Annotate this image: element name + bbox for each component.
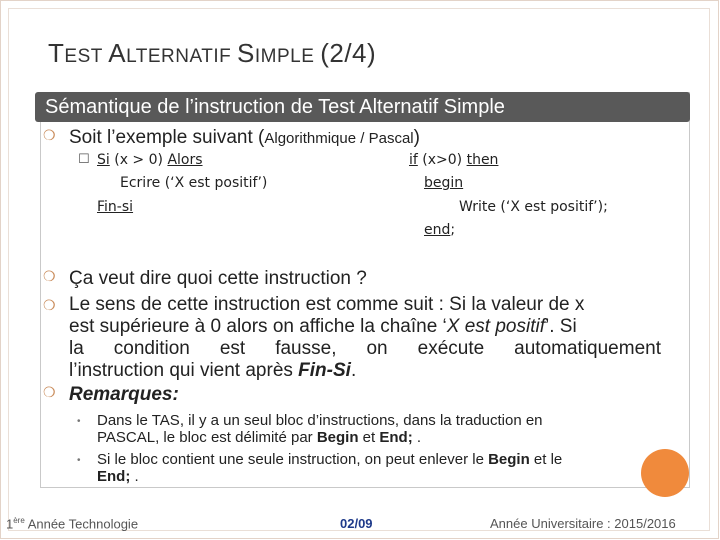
algo-line-1: Si (x > 0) Alors bbox=[97, 152, 203, 168]
pascal-line-2: begin bbox=[424, 175, 464, 191]
bullet-mark-icon: ❍ bbox=[43, 127, 56, 143]
section-heading: Sémantique de l’instruction de Test Alternatif Simple bbox=[35, 92, 690, 122]
bullet-question: ❍ Ça veut dire quoi cette instruction ? bbox=[43, 268, 367, 289]
footer-left: 1ère Année Technologie bbox=[6, 516, 139, 532]
bullet-mark-icon: ❍ bbox=[43, 268, 56, 284]
sub-bullet-dot-icon: • bbox=[77, 416, 81, 427]
decorative-orange-circle bbox=[641, 449, 689, 497]
pascal-line-1: if (x>0) then bbox=[409, 152, 499, 168]
slide-title: TEST ALTERNATIF SIMPLE (2/4) bbox=[48, 38, 377, 68]
bullet-remarks: ❍ Remarques: bbox=[43, 384, 179, 405]
bullet-mark-icon: ❍ bbox=[43, 297, 56, 313]
algo-line-2: Ecrire (‘X est positif’) bbox=[120, 175, 268, 191]
pascal-line-4: end; bbox=[424, 222, 456, 238]
page-number: 02/09 bbox=[340, 516, 373, 531]
footer-right: Année Universitaire : 2015/2016 bbox=[490, 516, 676, 531]
sub-bullet-dot-icon: • bbox=[77, 455, 81, 466]
remark-1: • Dans le TAS, il y a un seul bloc d’instructions, dans la traduction en PASCAL, le bloc est délimité par Begin et End; . bbox=[77, 412, 543, 446]
intro-bullet: ❍ Soit l’exemple suivant (Algorithmique / Pascal) bbox=[43, 127, 420, 148]
sub-bullet-icon: ☐ bbox=[78, 152, 90, 167]
bullet-meaning: ❍ Le sens de cette instruction est comme suit : Si la valeur de x est supérieure à 0 alors on affiche la chaîne ‘X est positif’. Si la condition est fausse, on exécute automatiquement l’instruction qui vient après Fin-Si. bbox=[43, 294, 661, 381]
bullet-mark-icon: ❍ bbox=[43, 384, 56, 400]
pascal-line-3: Write (‘X est positif’); bbox=[459, 199, 608, 215]
algo-line-3: Fin-si bbox=[97, 199, 134, 215]
remark-2: • Si le bloc contient une seule instruction, on peut enlever le Begin et le End; . bbox=[77, 451, 563, 485]
